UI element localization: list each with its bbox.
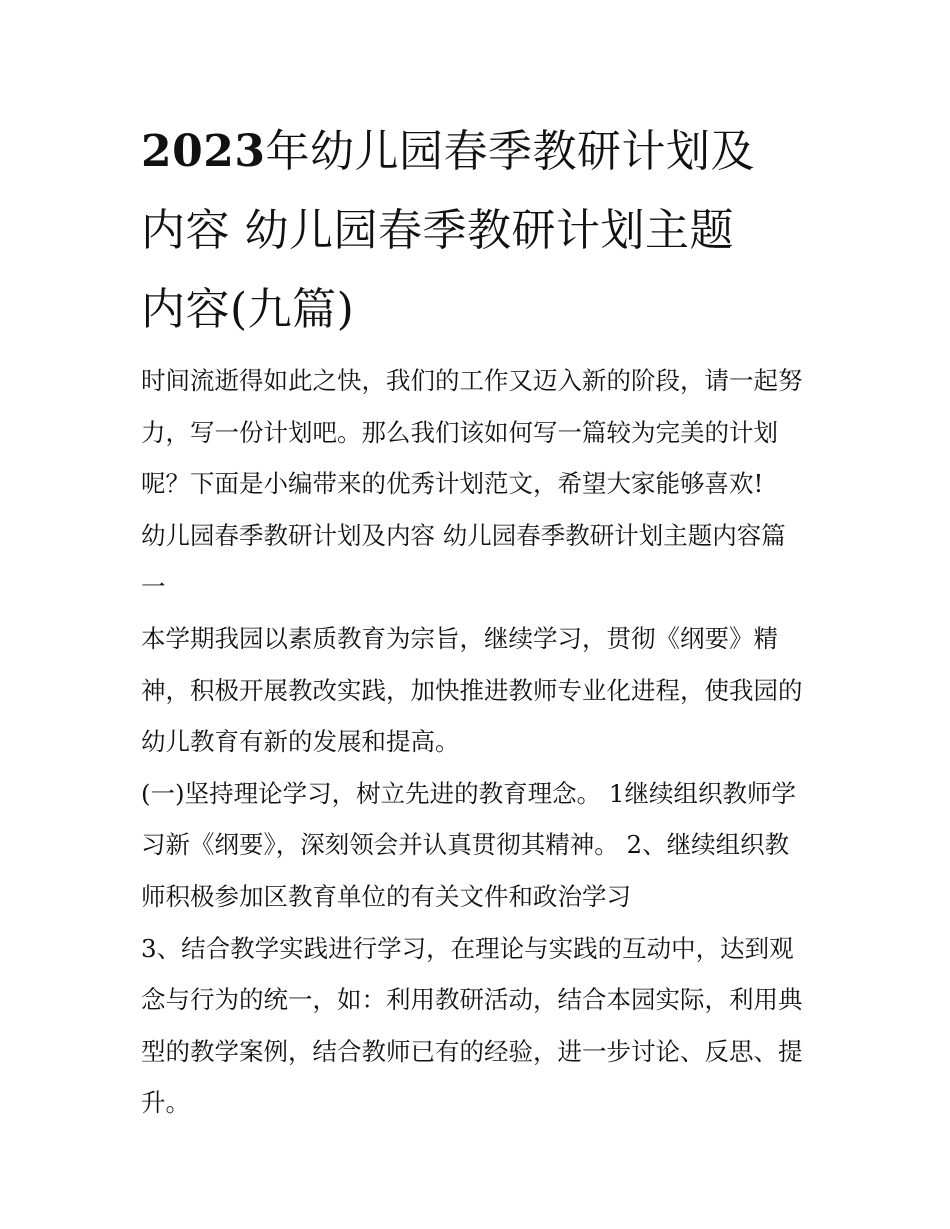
document-title [141,112,813,349]
title-line [141,112,813,191]
document-body [141,355,813,1129]
body-line: 升。 [141,1088,190,1118]
body-line: 念与行为的统一，如：利用教研活动，结合本园实际，利用典 [141,985,803,1015]
body-line: 师积极参加区教育单位的有关文件和政治学习 [141,881,631,911]
body-line: (一)坚持理论学习，树立先进的教育理念。 1继续组织教师学 [141,778,796,808]
body-line: 3、结合教学实践进行学习，在理论与实践的互动中，达到观 [141,933,794,963]
body-line: 力，写一份计划吧。那么我们该如何写一篇较为完美的计划 [141,417,778,447]
body-line: 型的教学案例，结合教师已有的经验，进一步讨论、反思、提 [141,1036,803,1066]
body-line: 一 [141,572,166,602]
title-line: 内容 幼儿园春季教研计划主题 [141,205,734,256]
body-line: 本学期我园以素质教育为宗旨，继续学习，贯彻《纲要》精 [141,623,778,653]
document-content [141,112,813,1129]
title-line-text: 年幼儿园春季教研计划及 [265,126,755,177]
body-line: 时间流逝得如此之快，我们的工作又迈入新的阶段，请一起努 [141,366,803,395]
body-line: 呢？下面是小编带来的优秀计划范文，希望大家能够喜欢! [141,469,764,499]
body-line: 幼儿园春季教研计划及内容 幼儿园春季教研计划主题内容篇 [141,520,786,550]
body-line: 习新《纲要》，深刻领会并认真贯彻其精神。 2、继续组织教 [141,830,790,860]
title-line: 内容(九篇) [141,284,355,335]
title-year: 2023 [141,126,266,177]
body-line: 神，积极开展教改实践，加快推进教师专业化进程，使我园的 [141,675,803,705]
body-line: 幼儿教育有新的发展和提高。 [141,727,460,757]
